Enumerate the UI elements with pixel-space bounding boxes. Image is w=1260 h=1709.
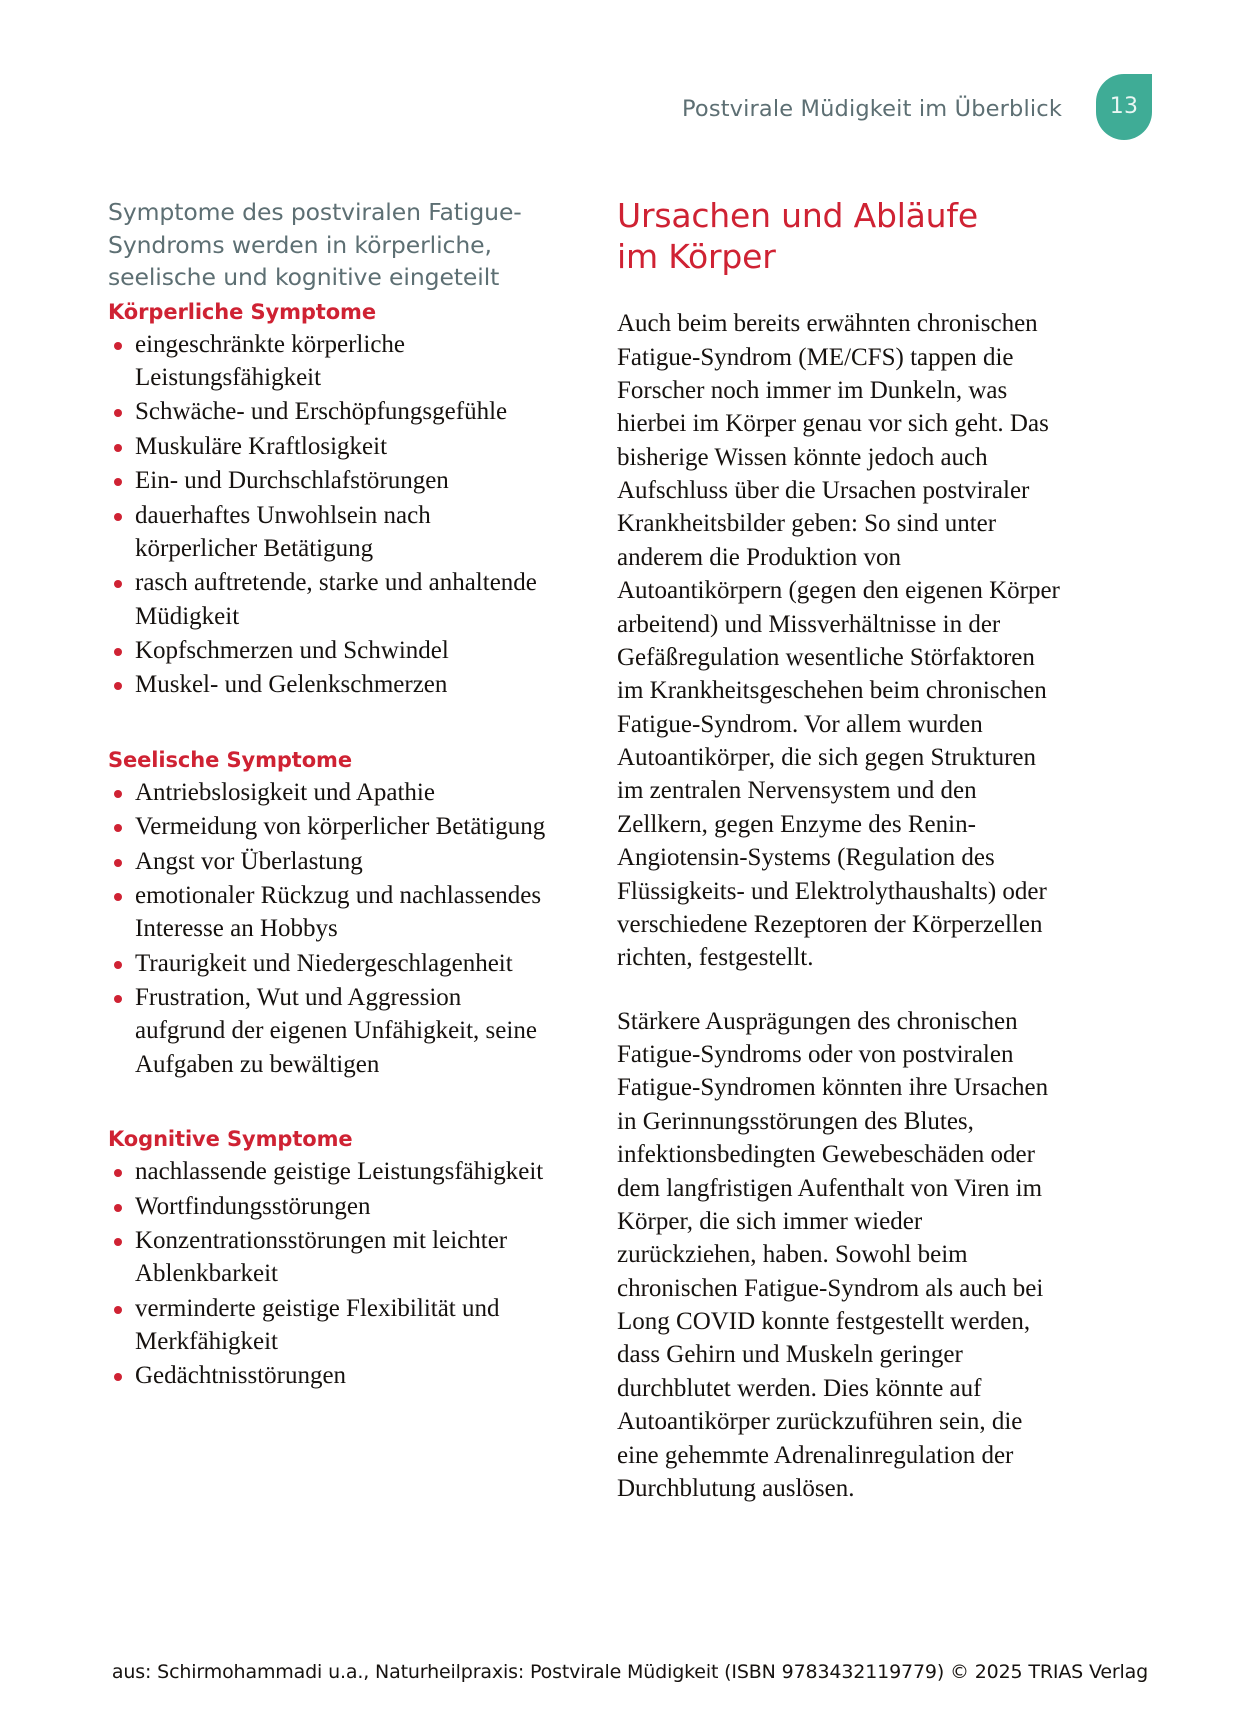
- list-item: Gedächtnisstörungen: [108, 1359, 551, 1392]
- running-head: [682, 78, 1152, 140]
- list-item: Konzentrationsstörungen mit leichter Ablenkbarkeit: [108, 1224, 551, 1291]
- footer-credit: aus: Schirmohammadi u.a., Naturheilpraxis: Postvirale Müdigkeit (ISBN 9783432119779) © 2025 TRIAS Verlag: [111, 1661, 1149, 1683]
- list-item: Vermeidung von körperlicher Betätigung: [108, 810, 551, 843]
- list-item: verminderte geistige Flexibilität und Merkfähigkeit: [108, 1292, 551, 1359]
- body-paragraph: Auch beim bereits erwähnten chronischen Fatigue-Syndrom (ME/CFS) tappen die Forscher noch immer im Dunkeln, was hierbei im Körper genau vor sich geht. Das bisherige Wissen könnte jedoch auch Aufschluss über die Ursachen postviraler Krankheitsbilder geben: So sind unter anderem die Produktion von Autoantikörpern (gegen den eigenen Körper arbeitend) und Missverhältnisse in der Gefäßregulation wesentliche Störfaktoren im Krankheitsgeschehen beim chronischen Fatigue-Syndrom. Vor allem wurden Autoantikörper, die sich gegen Strukturen im zentralen Nervensystem und den Zellkern, gegen Enzyme des Renin-Angiotensin-Systems (Regulation des Flüssigkeits- und Elektrolythaushalts) oder verschiedene Rezeptoren der Körperzellen richten, festgestellt.: [617, 310, 1060, 972]
- list-item: emotionaler Rückzug und nachlassendes Interesse an Hobbys: [108, 879, 551, 946]
- list-item: Antriebslosigkeit und Apathie: [108, 776, 551, 809]
- body-paragraph: Stärkere Ausprägungen des chronischen Fatigue-Syndroms oder von postviralen Fatigue-Syndromen könnten ihre Ursachen in Gerinnungsstörungen des Blutes, infektionsbedingten Gewebeschäden oder dem langfristigen Aufenthalt von Viren im Körper, die sich immer wieder zurückziehen, haben. Sowohl beim chronischen Fatigue-Syndrom als auch bei Long COVID konnte festgestellt werden, dass Gehirn und Muskeln geringer durchblutet werden. Dies könnte auf Autoantikörper zurückzuführen sein, die eine gehemmte Adrenalinregulation der Durchblutung auslösen.: [617, 1007, 1049, 1502]
- section-heading-kognitive: Kognitive Symptome: [108, 1127, 353, 1152]
- intro-lede: Symptome des postviralen Fatigue-Syndroms werden in körperliche, seelische und kognitive eingeteilt: [108, 198, 522, 292]
- list-item: Muskel- und Gelenkschmerzen: [108, 668, 551, 701]
- symptom-list-koerperliche: [108, 328, 551, 702]
- chapter-title-line-2: im Körper: [617, 236, 776, 276]
- list-item: Traurigkeit und Niedergeschlagenheit: [108, 947, 551, 980]
- chapter-title: [617, 196, 1060, 277]
- list-item: Wortfindungsstörungen: [108, 1190, 551, 1223]
- list-item: dauerhaftes Unwohlsein nach körperlicher Betätigung: [108, 499, 551, 566]
- list-item: rasch auftretende, starke und anhaltende Müdigkeit: [108, 566, 551, 633]
- chapter-title-line-1: Ursachen und Abläufe: [617, 196, 978, 235]
- right-column: [617, 196, 1060, 1505]
- page-number-badge: [1096, 74, 1152, 140]
- left-column: [108, 196, 551, 1505]
- list-item: Muskuläre Kraftlosigkeit: [108, 430, 551, 463]
- section-heading-seelische: Seelische Symptome: [108, 747, 352, 772]
- section-heading-koerperliche: Körperliche Symptome: [108, 299, 376, 324]
- running-head-title: Postvirale Müdigkeit im Überblick: [681, 96, 1062, 122]
- list-item: Frustration, Wut und Aggression aufgrund der eigenen Unfähigkeit, seine Aufgaben zu bewältigen: [108, 981, 551, 1081]
- list-item: Angst vor Überlastung: [108, 845, 551, 878]
- list-item: eingeschränkte körperliche Leistungsfähigkeit: [108, 328, 551, 395]
- symptom-list-seelische: [108, 776, 551, 1081]
- list-item: Schwäche- und Erschöpfungsgefühle: [108, 395, 551, 428]
- list-item: nachlassende geistige Leistungsfähigkeit: [108, 1155, 551, 1188]
- content-columns: [108, 196, 1152, 1505]
- list-item: Kopfschmerzen und Schwindel: [108, 634, 551, 667]
- list-item: Ein- und Durchschlafstörungen: [108, 464, 551, 497]
- page-number: 13: [1109, 94, 1139, 119]
- symptom-list-kognitive: [108, 1155, 551, 1393]
